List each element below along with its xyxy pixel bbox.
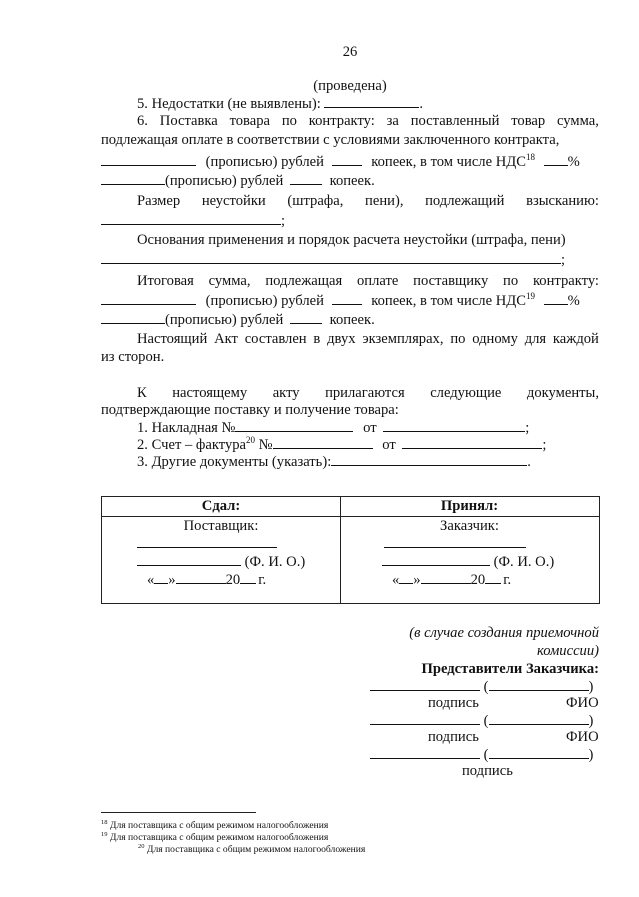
customer-date-line: [392, 570, 511, 589]
doc3-line: [137, 452, 531, 471]
customer-fio-label: (Ф. И. О.): [493, 554, 555, 570]
rep2-fio-blank: [489, 711, 589, 725]
vat-amount-blank: [101, 171, 165, 185]
total-vat-amount-blank: [101, 310, 165, 324]
item6-line2: подлежащая оплате в соответствии с условиями заключенного контракта,: [101, 132, 560, 148]
footnote-text: Для поставщика с общим режимом налогообложения: [109, 832, 329, 843]
act-word: составлен: [244, 331, 307, 347]
rep2-close-paren: ): [588, 713, 594, 729]
customer-fio-blank: [382, 552, 490, 566]
received-header: Принял:: [440, 498, 499, 514]
total-word: сумма,: [208, 273, 251, 289]
customer-signature-line: [384, 534, 526, 553]
rep2-line: [370, 711, 593, 730]
page-number: 26: [342, 44, 358, 60]
date-open-quote: «: [147, 572, 155, 588]
year-suffix: г.: [258, 572, 267, 588]
item6-word: по: [281, 113, 297, 129]
customer-month-blank: [421, 570, 471, 584]
percent-sign: %: [567, 154, 580, 170]
date-close-quote: »: [168, 572, 176, 588]
total-line2: [101, 291, 599, 310]
rep2-open-paren: (: [483, 713, 489, 729]
commission-note2: комиссии): [536, 643, 599, 659]
item6-word: поставленный: [410, 113, 500, 129]
year-prefix: 20: [225, 572, 241, 588]
doc2-end: ;: [542, 437, 547, 453]
total-percent-sign: %: [567, 293, 580, 309]
penalty-word: (штрафа,: [287, 193, 344, 209]
customer-fio-line: [382, 552, 554, 571]
signature-table: [101, 496, 600, 604]
rep1-line: [370, 677, 593, 696]
rep1-signature-label: подпись: [428, 695, 479, 711]
total-rub-label2: (прописью) рублей: [165, 312, 284, 328]
item6-word: сумма,: [557, 113, 599, 129]
act-line2: из сторон.: [101, 349, 165, 365]
total-line1: [137, 272, 599, 290]
footnote-number: 19: [101, 831, 108, 838]
act-word: двух: [327, 331, 356, 347]
attached-word: прилагаются: [325, 385, 405, 401]
item6-rub-label: (прописью) рублей: [205, 154, 324, 170]
customer-signature-blank: [384, 534, 526, 548]
penalty-semicolon: ;: [281, 213, 286, 229]
rep1-open-paren: (: [483, 679, 489, 695]
rep3-close-paren: ): [588, 747, 594, 763]
commission-note1: (в случае создания приемочной: [409, 625, 599, 641]
footnote-18: [101, 820, 328, 831]
item6-kopeks-label: копеек.: [329, 173, 375, 189]
item6-line3: [101, 152, 599, 171]
doc1-end: ;: [525, 420, 530, 436]
rep1-close-paren: ): [588, 679, 594, 695]
footnote-20: [138, 844, 365, 855]
footnote-number: 20: [138, 843, 145, 850]
attached-word: акту: [272, 385, 300, 401]
rep3-signature-label: подпись: [462, 763, 513, 779]
act-word: по: [450, 331, 466, 347]
supplier-fio-line: [137, 552, 305, 571]
rep3-fio-blank: [489, 745, 589, 759]
item5-end: .: [419, 96, 424, 112]
doc3-end: .: [527, 454, 531, 470]
item5-line: [137, 94, 423, 113]
supplier-signature-blank: [137, 534, 277, 548]
attached-word: настоящему: [172, 385, 248, 401]
attached-word: следующие: [430, 385, 502, 401]
date-close-quote: »: [413, 572, 421, 588]
total-line3: [101, 310, 599, 329]
total-kopeks-blank: [332, 291, 362, 305]
penalty-word: взысканию:: [526, 193, 599, 209]
vat-percent-blank: [544, 152, 568, 166]
doc1-number-blank: [235, 418, 353, 432]
doc3-label: 3. Другие документы (указать):: [137, 454, 332, 470]
item6-line1: [137, 112, 599, 130]
item6-word: товар: [511, 113, 546, 129]
rep1-fio-label: ФИО: [566, 695, 599, 711]
item6-line4: [101, 171, 599, 190]
total-rub-label: (прописью) рублей: [205, 293, 324, 309]
total-word: поставщику: [413, 273, 489, 289]
grounds-blank: [101, 250, 561, 264]
date-open-quote: «: [392, 572, 400, 588]
doc2-date-blank: [402, 435, 542, 449]
supplier-signature-line: [137, 534, 277, 553]
footnote-ref-19: 19: [525, 291, 535, 301]
rep2-fio-label: ФИО: [566, 729, 599, 745]
act-word: в: [313, 331, 321, 347]
kopeks-blank: [332, 152, 362, 166]
penalty-word: пени),: [365, 193, 404, 209]
customer-label: Заказчик:: [440, 518, 499, 534]
penalty-word: неустойки: [201, 193, 266, 209]
footnote-ref-20: 20: [246, 435, 256, 445]
total-vat-percent-blank: [544, 291, 568, 305]
item5-label: 5. Недостатки (не выявлены):: [137, 96, 321, 112]
rep1-signature-blank: [370, 677, 480, 691]
doc1-date-blank: [383, 418, 525, 432]
doc2-number-blank: [273, 435, 373, 449]
grounds-line1: Основания применения и порядок расчета неустойки (штрафа, пени): [137, 232, 566, 248]
total-word: по: [503, 273, 519, 289]
supplier-month-blank: [176, 570, 226, 584]
footnote-19: [101, 832, 328, 843]
attached-line2: подтверждающие поставку и получение товара:: [101, 402, 399, 418]
item6-word: контракту:: [308, 113, 375, 129]
penalty-line2: [101, 211, 599, 230]
year-suffix: г.: [503, 572, 512, 588]
customer-day-blank: [399, 570, 413, 584]
footnote-text: Для поставщика с общим режимом налогообложения: [109, 820, 329, 831]
attached-line1: [137, 384, 599, 402]
total-vat-kopeks-blank: [290, 310, 322, 324]
vat-kopeks-blank: [290, 171, 322, 185]
footnote-number: 18: [101, 819, 108, 826]
rep3-open-paren: (: [483, 747, 489, 763]
total-word: контракту:: [532, 273, 599, 289]
item6-word: Поставка: [159, 113, 218, 129]
total-word: подлежащая: [265, 273, 343, 289]
penalty-line1: [137, 192, 599, 210]
act-word: Акт: [214, 331, 238, 347]
amount-blank: [101, 152, 196, 166]
penalty-word: подлежащий: [425, 193, 505, 209]
footnote-rule: [101, 812, 256, 813]
doc3-blank: [331, 452, 527, 466]
total-amount-blank: [101, 291, 196, 305]
supplier-year-blank: [240, 570, 256, 584]
conducted-note: (проведена): [313, 78, 387, 94]
doc2-label: 2. Счет – фактура: [137, 437, 247, 453]
rep2-signature-blank: [370, 711, 480, 725]
rep3-signature-blank: [370, 745, 480, 759]
footnote-text: Для поставщика с общим режимом налогообложения: [146, 844, 366, 855]
customer-year-blank: [485, 570, 501, 584]
doc2-no: №: [258, 437, 273, 453]
doc1-from: от: [363, 420, 377, 436]
attached-word: документы,: [526, 385, 599, 401]
customer-reps-heading: Представители Заказчика:: [421, 661, 599, 677]
supplier-fio-label: (Ф. И. О.): [244, 554, 306, 570]
act-word: экземплярах,: [362, 331, 444, 347]
item6-word: товара: [229, 113, 270, 129]
supplier-label: Поставщик:: [183, 518, 259, 534]
total-vat-label: копеек, в том числе НДС: [371, 293, 526, 309]
total-kopeks-label: копеек.: [329, 312, 375, 328]
item6-vat-label: копеек, в том числе НДС: [371, 154, 526, 170]
year-prefix: 20: [470, 572, 486, 588]
item6-rub-label2: (прописью) рублей: [165, 173, 284, 189]
rep1-fio-blank: [489, 677, 589, 691]
item5-blank: [324, 94, 419, 108]
act-word: Настоящий: [137, 331, 208, 347]
act-line1: [137, 330, 599, 348]
penalty-word: Размер: [137, 193, 181, 209]
act-word: для: [524, 331, 547, 347]
handed-header: Сдал:: [201, 498, 241, 514]
grounds-line2: [101, 250, 599, 269]
grounds-semicolon: ;: [561, 252, 566, 268]
attached-word: К: [137, 385, 147, 401]
doc1-label: 1. Накладная №: [137, 420, 236, 436]
supplier-date-line: [147, 570, 266, 589]
total-word: Итоговая: [137, 273, 194, 289]
item6-word: за: [386, 113, 399, 129]
penalty-blank: [101, 211, 281, 225]
item6-word: 6.: [137, 113, 148, 129]
total-word: оплате: [356, 273, 399, 289]
act-word: одному: [472, 331, 518, 347]
supplier-day-blank: [154, 570, 168, 584]
doc2-from: от: [382, 437, 396, 453]
act-word: каждой: [552, 331, 599, 347]
supplier-fio-blank: [137, 552, 241, 566]
footnote-ref-18: 18: [525, 152, 535, 162]
rep2-signature-label: подпись: [428, 729, 479, 745]
